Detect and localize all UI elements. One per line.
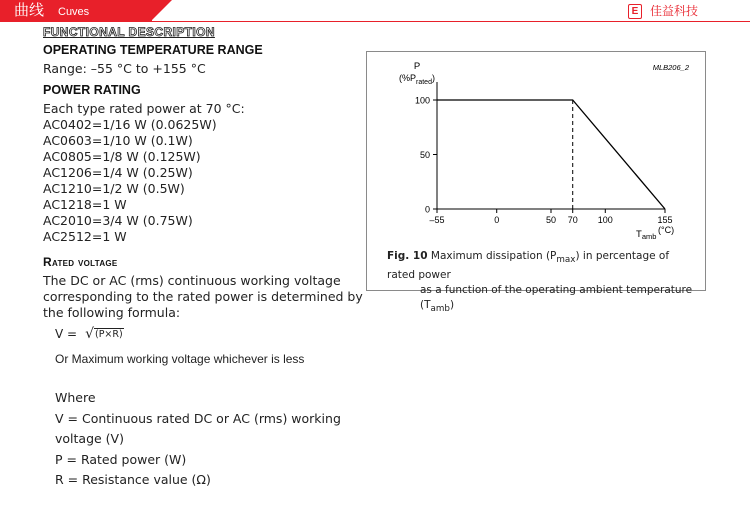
operating-temperature-heading: OPERATING TEMPERATURE RANGE <box>43 43 263 57</box>
section-title-cn: 曲线 <box>14 1 45 19</box>
figure-caption-text: Maximum dissipation (P <box>430 250 557 262</box>
series-line-maximum-dissipation <box>437 100 665 209</box>
brand-name: 佳益科技 <box>650 4 699 18</box>
where-v-definition: V = Continuous rated DC or AC (rms) working voltage (V) <box>55 410 341 446</box>
operating-temperature-range: Range: –55 °C to +155 °C <box>43 61 206 76</box>
y-axis-label: P <box>413 61 421 72</box>
y-tick-label: 100 <box>414 95 430 106</box>
x-axis-label: $T_{amb}$ <box>636 229 657 241</box>
power-rating-item: AC1218=1 W <box>43 197 127 212</box>
x-tick-label: 0 <box>494 215 500 225</box>
power-rating-item: AC0805=1/8 W (0.125W) <box>43 149 201 164</box>
x-tick-label: 70 <box>567 215 578 225</box>
derating-chart <box>367 52 707 247</box>
rated-voltage-text: The DC or AC (rms) continuous working voltage corresponding to the rated power is determined by the following formula: <box>43 273 363 320</box>
voltage-formula <box>55 327 124 341</box>
y-axis-unit-label: $(\%P_{rated})$ <box>399 73 435 86</box>
x-tick-label: 100 <box>597 215 613 225</box>
figure-caption <box>387 249 699 317</box>
brand-logo-icon: E <box>628 4 642 19</box>
square-root-icon: √ <box>85 326 94 342</box>
functional-description-title: FUNCTIONAL DESCRIPTION <box>43 25 215 39</box>
section-title-en: Cuves <box>58 6 90 18</box>
where-r-definition: R = Resistance value (Ω) <box>55 472 211 487</box>
x-tick-label: 155 <box>657 215 673 225</box>
where-block <box>55 388 355 491</box>
power-rating-item: AC1206=1/4 W (0.25W) <box>43 165 193 180</box>
figure-ref-code: MLB206_2 <box>652 63 689 72</box>
spec-column <box>43 25 363 321</box>
figure-caption-sub: max <box>556 255 576 266</box>
rated-voltage-heading: Rated voltage <box>43 255 118 269</box>
y-tick-label: 0 <box>424 204 430 215</box>
y-tick-label: 50 <box>419 150 430 160</box>
figure-caption-text: ) in percentage of rated power <box>387 250 670 282</box>
header-rule <box>0 21 750 22</box>
formula-argument: (P×R) <box>95 329 123 340</box>
power-rating-item: AC2512=1 W <box>43 229 127 244</box>
figure-caption-text: ) <box>449 299 455 312</box>
figure-caption-label: Fig. 10 <box>387 250 428 262</box>
page-header <box>0 0 750 22</box>
power-rating-item: AC0402=1/16 W (0.0625W) <box>43 117 217 132</box>
brand <box>628 3 698 19</box>
x-tick-label: –55 <box>429 215 445 225</box>
where-p-definition: P = Rated power (W) <box>55 451 187 467</box>
power-rating-item: AC1210=1/2 W (0.5W) <box>43 181 185 196</box>
formula-note: Or Maximum working voltage whichever is less <box>55 352 305 366</box>
square-root <box>85 327 124 341</box>
power-rating-intro: Each type rated power at 70 °C: <box>43 101 245 116</box>
power-rating-heading: POWER RATING <box>43 83 141 97</box>
figure-caption-line-2 <box>387 283 699 317</box>
power-rating-item: AC2010=3/4 W (0.75W) <box>43 213 193 228</box>
figure-caption-sub: amb <box>430 304 450 315</box>
x-axis-unit-label: (°C) <box>658 225 675 235</box>
formula-lhs: V = <box>55 327 78 341</box>
where-heading: Where <box>55 390 96 405</box>
x-tick-label: 50 <box>545 215 557 225</box>
power-rating-item: AC0603=1/10 W (0.1W) <box>43 133 193 148</box>
derating-figure <box>366 51 706 315</box>
figure-caption-text: as a function of the operating ambient temperature (T <box>420 284 693 312</box>
header-band-wedge <box>150 0 172 22</box>
